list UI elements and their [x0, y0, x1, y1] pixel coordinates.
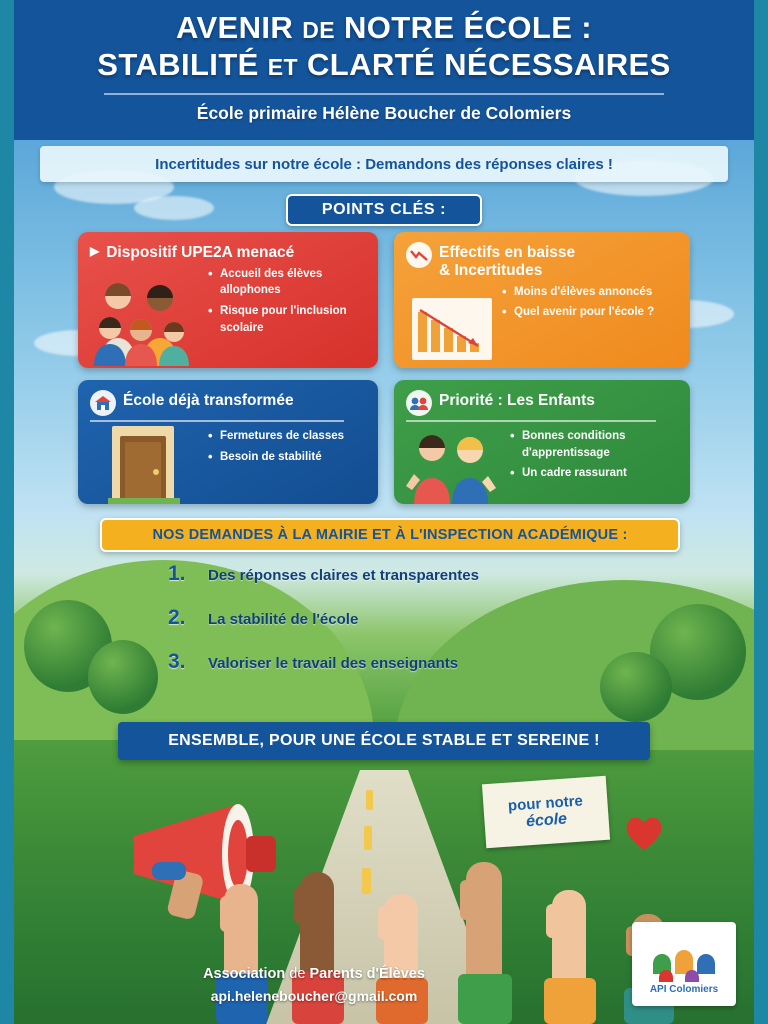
card-effectifs-bullets [502, 284, 678, 321]
card-upe2a-bullets [208, 266, 366, 337]
arrow-right-icon: ▶ [90, 244, 100, 258]
demand-text: Valoriser le travail des enseignants [208, 655, 459, 672]
demand-number: 2. [168, 606, 186, 629]
family-group-illustration [86, 276, 198, 366]
handprints-icon [647, 934, 721, 982]
cloud-shape [134, 196, 214, 220]
school-door-illustration [92, 420, 196, 504]
card-upe2a-title [90, 242, 366, 262]
poster-header [14, 0, 754, 140]
sign-line-1: pour notre [507, 791, 584, 815]
demand-text: La stabilité de l'école [208, 611, 359, 628]
road-dash [364, 826, 372, 850]
card-upe2a [78, 232, 378, 368]
card-effectifs-title [406, 242, 678, 280]
list-item [168, 562, 688, 586]
heart-icon [622, 810, 666, 854]
list-item [168, 606, 688, 630]
title-word-de: DE [302, 17, 335, 43]
demands-banner [100, 518, 680, 552]
sign-line-2: école [525, 810, 568, 830]
card-ecole-transformee [78, 380, 378, 504]
header-divider [104, 93, 664, 95]
title-word-clarte: CLARTÉ NÉCESSAIRES [306, 46, 671, 82]
list-item: • Moins d'élèves annoncés [502, 284, 678, 301]
title-word-avenir: AVENIR [175, 10, 294, 45]
subtitle-text: Incertitudes sur notre école : Demandons des réponses claires ! [155, 155, 613, 173]
key-points-chip [286, 194, 482, 226]
protest-sign [482, 776, 610, 848]
card-priorite-bullets [510, 428, 678, 482]
title-word-et: ET [267, 53, 298, 80]
two-children-illustration [404, 424, 500, 504]
card-priorite-underline [406, 420, 656, 422]
card-effectifs [394, 232, 690, 368]
card-priorite-enfants [394, 380, 690, 504]
subtitle-band [40, 146, 728, 182]
card-ecole-title-text: École déjà transformée [123, 392, 294, 409]
footer [14, 966, 614, 1004]
title-word-notre-ecole: NOTRE ÉCOLE : [343, 10, 593, 45]
road-dash [366, 790, 373, 810]
association-word-1: Association [203, 966, 286, 982]
ensemble-banner-text: ENSEMBLE, POUR UNE ÉCOLE STABLE ET SEREINE ! [168, 732, 600, 749]
list-item: • Besoin de stabilité [208, 449, 366, 466]
list-item: • Fermetures de classes [208, 428, 366, 445]
association-word-2: Parents d'Élèves [309, 966, 425, 982]
list-item: • Risque pour l'inclusion scolaire [208, 303, 366, 336]
chart-decline-icon [406, 242, 432, 268]
title-word-stabilite: STABILITÉ [97, 46, 259, 82]
api-colomiers-logo [632, 922, 736, 1006]
tree-shape [88, 640, 158, 714]
list-item: • Bonnes conditions d'apprentissage [510, 428, 678, 461]
logo-caption: API Colomiers [649, 983, 719, 995]
children-icon [406, 390, 432, 416]
card-upe2a-title-text: Dispositif UPE2A menacé [106, 244, 295, 261]
key-points-label: POINTS CLÉS : [321, 201, 447, 218]
list-item: • Accueil des élèves allophones [208, 266, 366, 299]
card-priorite-title-text: Priorité : Les Enfants [439, 392, 595, 409]
association-word-de: de [289, 966, 306, 982]
list-item: • Un cadre rassurant [510, 465, 678, 482]
demands-list [168, 562, 688, 694]
card-ecole-bullets [208, 428, 366, 465]
card-ecole-title [90, 390, 366, 416]
demand-number: 3. [168, 650, 186, 673]
association-line [14, 966, 614, 982]
demand-text: Des réponses claires et transparentes [208, 567, 479, 584]
list-item [168, 650, 688, 674]
card-effectifs-title-line2: & Incertitudes [439, 261, 543, 279]
school-building-icon [90, 390, 116, 416]
card-priorite-title [406, 390, 678, 416]
declining-bar-chart-illustration [408, 296, 494, 362]
bottom-scene [14, 742, 754, 1024]
list-item: • Quel avenir pour l'école ? [502, 304, 678, 321]
demand-number: 1. [168, 562, 186, 585]
school-name: École primaire Hélène Boucher de Colomiers [196, 103, 572, 124]
contact-email[interactable]: api.heleneboucher@gmail.com [210, 988, 418, 1004]
demands-banner-text: NOS DEMANDES À LA MAIRIE ET À L'INSPECTION ACADÉMIQUE : [152, 527, 628, 543]
page-title [14, 10, 754, 83]
card-effectifs-title-line1: Effectifs en baisse [439, 244, 576, 261]
